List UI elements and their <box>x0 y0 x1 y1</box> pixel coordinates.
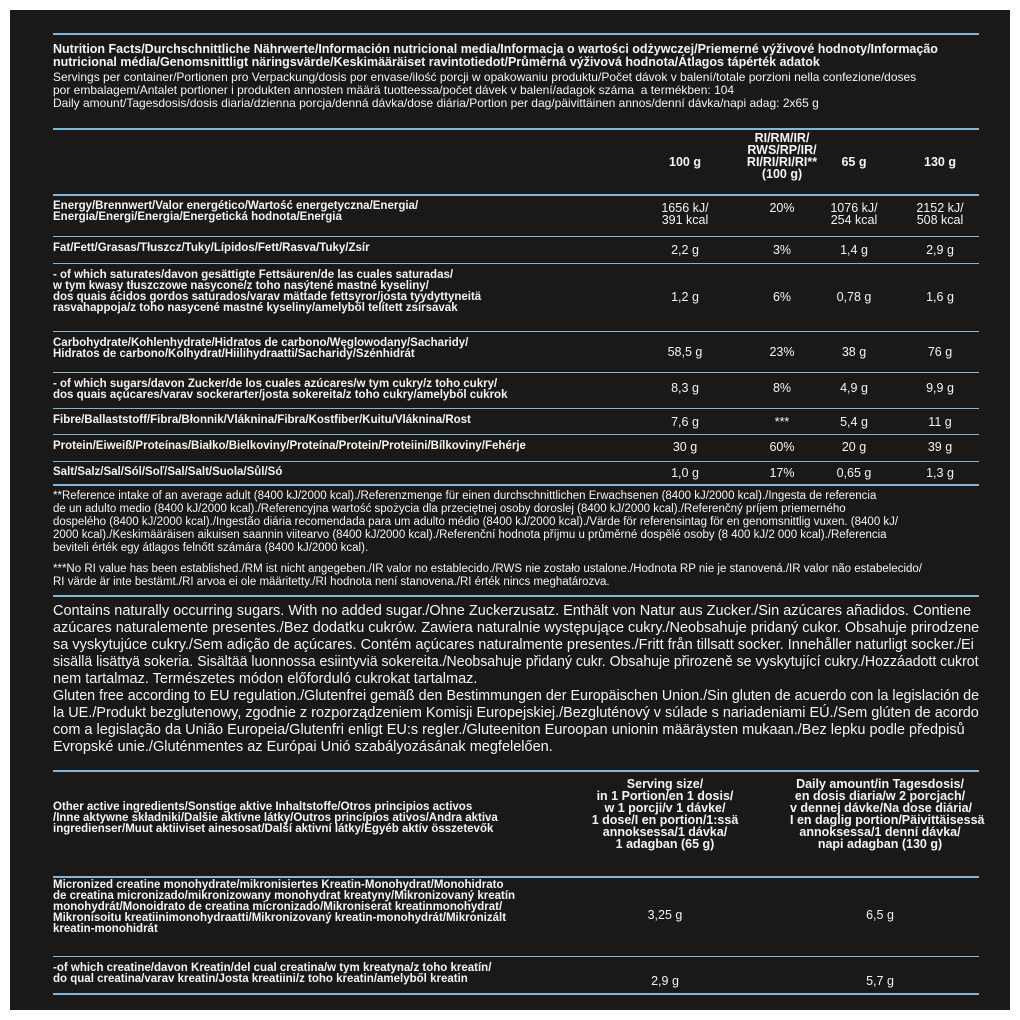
nutrient-label: Protein/Eiweiß/Proteínas/Białko/Bielkoviny/Proteína/Protein/Proteiini/Bílkoviny/Fehérje <box>53 440 526 452</box>
nutrient-value: 20% <box>769 201 795 215</box>
nutrient-label: Salt/Salz/Sal/Sól/Soľ/Sal/Salt/Suola/Sůl/Só <box>53 466 283 478</box>
nutrient-value: 2,2 g <box>671 243 699 257</box>
col-header-100g: 100 g <box>669 155 701 169</box>
nutrient-value: 1,2 g <box>671 290 699 304</box>
servings-line: por embalagem/Antalet portioner i produkten annosten määrä tuotteessa/počet dávek v balení/adagok száma a termékben: 104 <box>53 83 735 97</box>
nutrient-value: 5,4 g <box>840 415 868 429</box>
nutrient-label: - of which sugars/davon Zucker/de los cuales azúcares/w tym cukry/z toho cukry/ dos quais açúcares/varav sockerarter/josta sokereita/z toho cukry/amelyből cukrok <box>53 378 508 401</box>
divider <box>53 876 979 878</box>
nutrient-value: 0,65 g <box>836 466 872 480</box>
divider <box>53 194 979 196</box>
nutrient-value: 9,9 g <box>926 381 954 395</box>
col-header-ri: RI/RM/IR/ RWS/RP/IR/ RI/RI/RI/RI** (100 g) <box>746 131 818 181</box>
nutrient-label: - of which saturates/davon gesättigte Fettsäuren/de las cuales saturadas/ w tym kwasy tłuszczowe nasycone/z toho nasýtené mastné kyseliny/ dos quais ácidos gordos saturados/varav mättade fettsyror/josta tyydyttyneitä rasvahappoja/z toho nasycené mastné kyseliny/amelyből telített zsírsavak <box>53 269 482 314</box>
active-ingredient-value: 6,5 g <box>866 908 894 922</box>
daily-amount-line: Daily amount/Tagesdosis/dosis diaria/dzienna porcja/denná dávka/dose diária/Portion per dag/päivittäinen annos/denní dávka/napi adag: 2x65 g <box>53 96 819 110</box>
col-header-65g: 65 g <box>841 155 867 169</box>
sugar-statement-line: nem tartalmaz. Természetes módon előforduló cukrokat tartalmaz. <box>53 671 478 687</box>
gluten-statement-line: com a legislação da União Europeia/Glutenfri enligt EU:s regler./Gluteeniton Euroopan unionin määräysten mukaan./Bez lepku podle předpisů <box>53 722 965 738</box>
nutrient-label: Fibre/Ballaststoff/Fibra/Błonnik/Vláknina/Fibra/Kostfiber/Kuitu/Vláknina/Rost <box>53 414 471 426</box>
nutrition-title-line: nutricional média/Genomsnittligt näringsvärde/Keskimääräiset ravintotiedot/Průměrná výživová hodnota/Átlagos tápérték adatok <box>53 55 820 69</box>
col-header-130g: 130 g <box>924 155 956 169</box>
divider <box>53 434 979 435</box>
gluten-statement-line: Gluten free according to EU regulation./Glutenfrei gemäß den Bestimmungen der Europäischen Union./Sin gluten de acuerdo con la legislación de <box>53 688 980 704</box>
sugar-statement-line: sisällä lisättyä sokeria. Sisältää luonnossa esiintyviä sokereita./Neobsahuje přidaný cukr. Obsahuje přirozeně se vyskytující cukry./Hozzáadott cukrot <box>53 654 979 670</box>
nutrient-value: 6% <box>772 290 792 304</box>
nutrient-value: 30 g <box>672 440 698 454</box>
divider <box>53 956 979 957</box>
active-ingredients-header: Other active ingredients/Sonstige aktive Inhaltstoffe/Otros principios activos /Inne aktywne składniki/Dalšie aktívne látky/Outros princípios ativos/Andra aktiva ingredienser/Muut aktiiviset ainesosat/Další aktivní látky/Egyéb aktív összetevők <box>53 801 498 835</box>
nutrition-label-panel <box>10 10 1010 1010</box>
reference-note-line: **Reference intake of an average adult (8400 kJ/2000 kcal)./Referenzmenge für einen durchschnittlichen Erwachsenen (8400 kJ/2000 kcal)./Ingesta de referencia <box>53 490 877 502</box>
nutrient-value: 20 g <box>841 440 867 454</box>
reference-note-line: dospelého (8400 kJ/2000 kcal)./Ingestão diária recomendada para um adulto médio (8400 kJ/2000 kcal)./Värde för referensintag för en genomsnittlig vuxen. (8400 kJ/ <box>53 516 899 528</box>
nutrient-value: 2,9 g <box>926 243 954 257</box>
active-ingredient-label: -of which creatine/davon Kreatin/del cual creatina/w tym kreatyna/z toho kreatín/ do qual creatina/varav kreatin/Josta kreatiini/z toho kreatin/amelyből kreatin <box>53 962 492 985</box>
nutrient-value: 1,4 g <box>840 243 868 257</box>
col-header-serving-size: Serving size/ in 1 Portion/en 1 dosis/ w 1 porcji/v 1 dávke/ 1 dose/I en portion/1:ssä annoksessa/1 dávka/ 1 adagban (65 g) <box>591 777 739 851</box>
nutrient-label: Fat/Fett/Grasas/Tłuszcz/Tuky/Lípidos/Fett/Rasva/Tuky/Zsír <box>53 242 370 254</box>
nutrient-value: 8% <box>772 381 792 395</box>
nutrition-title-line: Nutrition Facts/Durchschnittliche Nährwerte/Información nutricional media/Informacja o wartości odżywczej/Priemerné výživové hodnoty/Informação <box>53 42 938 56</box>
sugar-statement-line: azúcares naturalemente presentes./Bez dodatku cukrów. Zawiera naturalnie występujące cukry./Neobsahuje pridaný cukor. Obsahuje prirodzene <box>53 620 980 636</box>
reference-note-line: 2000 kcal)./Keskimääräisen aikuisen saannin viitearvo (8400 kJ/2000 kcal)./Referenční hodnota příjmu u průměrné dospělé osoby (8 400 kJ/2 000 kcal)./Referencia <box>53 529 887 541</box>
no-ri-note-line: RI värde är inte bestämt./RI arvoa ei ole määritetty./RI hodnota není stanovena./RI érték nincs meghatározva. <box>53 576 610 588</box>
divider <box>53 993 979 995</box>
nutrient-value: 0,78 g <box>836 290 872 304</box>
sugar-statement-line: Contains naturally occurring sugars. With no added sugar./Ohne Zuckerzusatz. Enthält von Natur aus Zucker./Sin azúcares añadidos. Contiene <box>53 603 972 619</box>
nutrient-value: 11 g <box>928 415 952 429</box>
nutrient-label: Carbohydrate/Kohlenhydrate/Hidratos de carbono/Węglowodany/Sacharidy/ Hidratos de carbono/Kolhydrat/Hiilihydraatti/Sacharidy/Szénhidrát <box>53 337 469 360</box>
divider <box>53 33 979 35</box>
nutrient-value: 1,0 g <box>671 466 699 480</box>
nutrient-value: 60% <box>769 440 795 454</box>
divider <box>53 461 979 462</box>
divider <box>53 263 979 264</box>
divider <box>53 128 979 130</box>
divider <box>53 331 979 332</box>
active-ingredient-value: 3,25 g <box>647 908 683 922</box>
nutrient-value: 3% <box>772 243 792 257</box>
reference-note-line: beviteli érték egy átlagos felnőtt számára (8400 kJ/2000 kcal). <box>53 542 369 554</box>
divider <box>53 595 979 597</box>
gluten-statement-line: Evropské unie./Gluténmentes az Európai Unió szabályozásának megfelelően. <box>53 739 553 755</box>
active-ingredient-value: 2,9 g <box>651 974 679 988</box>
nutrient-value: 76 g <box>927 345 953 359</box>
sugar-statement-line: sa vyskytujúce cukry./Sem adição de açúcares. Contém açúcares naturalmente presentes./Fritt från tillsatt socker. Innehåller naturligt socker./Ei <box>53 637 974 653</box>
nutrient-value: 17% <box>769 466 795 480</box>
nutrient-label: Energy/Brennwert/Valor energético/Wartość energetyczna/Energia/ Energia/Energi/Energia/Energetická hodnota/Energia <box>53 200 419 223</box>
no-ri-note-line: ***No RI value has been established./RM ist nicht angegeben./IR valor no establecido./RWS nie zostało ustalone./Hodnota RP nie je stanovená./IR valor não estabelecido/ <box>53 563 922 575</box>
nutrient-value: 38 g <box>841 345 867 359</box>
divider <box>53 408 979 409</box>
divider <box>53 770 979 772</box>
active-ingredient-label: Micronized creatine monohydrate/mikronisiertes Kreatin-Monohydrat/Monohidrato de creatina micronizado/mikronizowany monohydrat kreatyny/Mikronizovaný kreatín monohydrát/Monoidrato de creatina micronizado/Mikroniserat kreatinmonohydrat/ Mikronisoitu kreatiinimonohydraatti/Mikronizovaný kreatin-monohydrát/Mikronizált kreatin-monohidrát <box>53 879 516 935</box>
active-ingredient-value: 5,7 g <box>866 974 894 988</box>
nutrient-value: 58,5 g <box>667 345 703 359</box>
nutrient-value: 23% <box>769 345 795 359</box>
gluten-statement-line: la UE./Produkt bezglutenowy, zgodnie z rozporządzeniem Komisji Europejskiej./Bezgluténový v súlade s nariadeniami EÚ./Sem glúten de acordo <box>53 705 979 721</box>
nutrient-value: 1076 kJ/ 254 kcal <box>830 201 878 227</box>
nutrient-value: 1,3 g <box>926 466 954 480</box>
nutrient-value: 1656 kJ/ 391 kcal <box>661 201 709 227</box>
nutrient-value: 2152 kJ/ 508 kcal <box>916 201 964 227</box>
nutrient-value: 8,3 g <box>671 381 699 395</box>
servings-line: Servings per container/Portionen pro Verpackung/dosis por envase/ilość porcji w opakowaniu produktu/Počet dávok v balení/totale porzioni nella confezione/doses <box>53 70 917 84</box>
divider <box>53 484 979 486</box>
nutrient-value: 4,9 g <box>840 381 868 395</box>
divider <box>53 372 979 373</box>
col-header-daily-amount: Daily amount/in Tagesdosis/ en dosis diaria/w 2 porcjach/ v dennej dávke/Na dose diária/ I en daglig portion/Päivittäisessä annoksessa/1 denní dávka/ napi adagban (130 g) <box>790 777 985 851</box>
reference-note-line: de un adulto medio (8400 kJ/2000 kcal)./Referencyjna wartość spożycia dla przeciętnej osoby doroslej (8400 kJ/2000 kcal)./Referenčný príjem priemerného <box>53 503 846 515</box>
nutrient-value: 7,6 g <box>671 415 699 429</box>
nutrient-value: *** <box>774 415 790 429</box>
divider <box>53 236 979 237</box>
nutrient-value: 1,6 g <box>926 290 954 304</box>
nutrient-value: 39 g <box>927 440 953 454</box>
